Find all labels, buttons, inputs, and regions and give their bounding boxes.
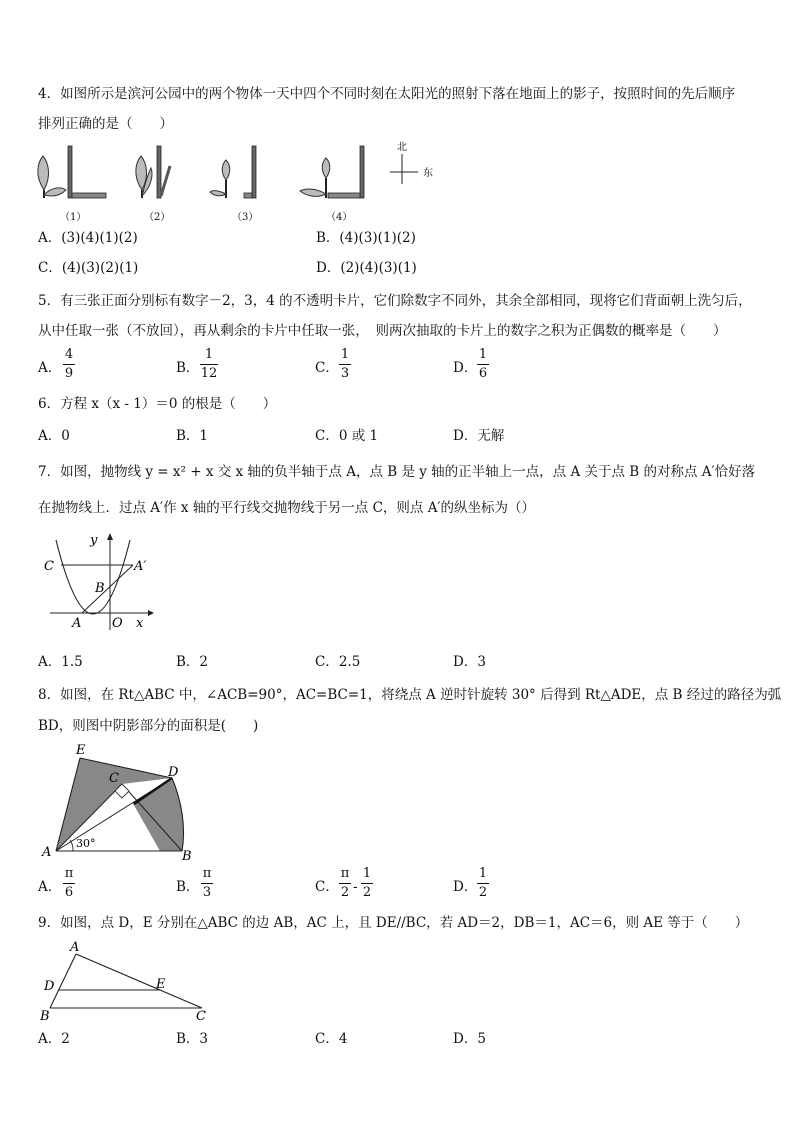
q9-label-c: C [196, 1009, 206, 1022]
q8-option-b-denominator: 3 [202, 885, 212, 900]
q8-option-c-operator: - [353, 879, 358, 895]
q7-segment-aa1 [82, 565, 133, 613]
q8-option-d-denominator: 2 [478, 885, 488, 900]
q5-option-d-fraction [477, 347, 489, 382]
q9-side-ac [76, 954, 202, 1008]
q8-label-d: D [168, 765, 179, 780]
q7-option-c[interactable]: C．2.5 [315, 654, 361, 670]
q8-option-a-denominator: 6 [64, 885, 74, 900]
q5-stem-line1: 5．有三张正面分别标有数字－2，3，4 的不透明卡片，它们除数字不同外，其余全部相同，现将它们背面朝上洗匀后， [38, 293, 752, 309]
q4-figure-3 [210, 146, 256, 198]
q4-caption-4: （4） [326, 212, 353, 223]
q5-option-c-label[interactable]: C． [315, 360, 339, 376]
q7-parabola-figure [36, 530, 156, 632]
q6-option-a[interactable]: A．0 [38, 428, 70, 444]
q5-option-a-numerator: 4 [64, 347, 74, 362]
q8-option-c-fraction-2 [361, 866, 373, 901]
q5-option-a-fraction [63, 347, 75, 382]
q5-option-b-numerator: 1 [204, 347, 214, 362]
q8-label-c: C [109, 771, 119, 786]
q4-stem-line1: 4．如图所示是滨河公园中的两个物体一天中四个不同时刻在太阳光的照射下落在地面上的影子，按照时间的先后顺序 [38, 86, 736, 102]
q8-option-d-fraction [477, 866, 489, 901]
q5-option-c-numerator: 1 [340, 347, 350, 362]
q5-option-c-fraction [339, 347, 351, 382]
q8-option-c-denominator-1: 2 [340, 885, 350, 900]
q6-stem-line1: 6．方程 x（x - 1）＝0 的根是（ ） [38, 396, 277, 412]
q8-option-a-numerator: π [64, 866, 74, 881]
q7-label-c: C [44, 559, 54, 574]
q7-y-axis-arrow [107, 533, 113, 540]
q8-label-e: E [76, 743, 86, 758]
q4-compass [390, 154, 418, 184]
q4-caption-3: （3） [232, 212, 259, 223]
q4-stem-line2: 排列正确的是（ ） [38, 116, 173, 132]
q6-option-d[interactable]: D．无解 [453, 428, 505, 444]
q9-option-b[interactable]: B．3 [176, 1031, 209, 1047]
q9-label-d: D [44, 979, 55, 994]
q7-label-y: y [90, 533, 98, 548]
q8-option-d-numerator: 1 [478, 866, 488, 881]
q8-rotation-figure [36, 740, 206, 862]
q8-stem-line1: 8．如图，在 Rt△ABC 中，∠ACB=90°，AC=BC=1，将绕点 A 逆时针旋转 30° 后得到 Rt△ADE，点 B 经过的路径为弧 [38, 687, 782, 703]
q8-option-b-numerator: π [202, 866, 212, 881]
q7-label-o: O [112, 616, 123, 631]
q9-label-a: A [70, 940, 80, 955]
q8-option-d-label[interactable]: D． [453, 879, 478, 895]
q5-option-b-denominator: 12 [200, 366, 218, 381]
q8-option-a-fraction [63, 866, 75, 901]
q4-option-a[interactable]: A．(3)(4)(1)(2) [38, 230, 138, 246]
q4-caption-2: （2） [144, 212, 171, 223]
q4-compass-east: 东 [423, 168, 433, 179]
q5-option-a-denominator: 9 [64, 366, 74, 381]
q8-option-c-fraction-1 [339, 866, 351, 901]
q4-figure-2 [136, 146, 170, 198]
q8-option-c-denominator-2: 2 [362, 885, 372, 900]
q8-stem-line2: BD，则图中阴影部分的面积是( ) [38, 718, 259, 734]
q8-option-b-label[interactable]: B． [176, 879, 200, 895]
q5-option-b-label[interactable]: B． [176, 360, 200, 376]
q5-stem-line2: 从中任取一张（不放回），再从剩余的卡片中任取一张， 则两次抽取的卡片上的数字之积为正偶数的概率是（ ） [38, 323, 727, 339]
q7-label-x: x [136, 616, 144, 631]
q7-label-a: A [72, 616, 82, 631]
q6-option-c[interactable]: C．0 或 1 [315, 428, 379, 444]
q9-option-a[interactable]: A．2 [38, 1031, 70, 1047]
q4-figure-1 [38, 146, 106, 198]
q8-option-a-label[interactable]: A． [38, 879, 62, 895]
q7-option-a[interactable]: A．1.5 [38, 654, 83, 670]
q5-option-c-denominator: 3 [340, 366, 350, 381]
q8-angle-label: 30° [76, 837, 96, 850]
q7-stem-line2: 在抛物线上．过点 A′作 x 轴的平行线交抛物线于另一点 C，则点 A′的纵坐标为（） [38, 500, 536, 516]
q7-option-b[interactable]: B．2 [176, 654, 209, 670]
q8-option-c-numerator-1: π [340, 866, 350, 881]
q8-option-c-label[interactable]: C． [315, 879, 339, 895]
q9-triangle-figure [36, 938, 216, 1022]
q4-figure-4 [300, 146, 364, 198]
q9-label-e: E [156, 977, 166, 992]
q9-label-b: B [40, 1009, 50, 1022]
q5-option-b-fraction [200, 347, 218, 382]
q9-option-c[interactable]: C．4 [315, 1031, 348, 1047]
q5-option-a-label[interactable]: A． [38, 360, 62, 376]
q4-option-c[interactable]: C．(4)(3)(2)(1) [38, 260, 139, 276]
q8-option-c-numerator-2: 1 [362, 866, 372, 881]
q9-stem-line1: 9．如图，点 D，E 分别在△ABC 的边 AB，AC 上，且 DE//BC，若 AD＝2，DB＝1，AC＝6，则 AE 等于（ ） [38, 915, 749, 931]
q7-label-b: B [95, 581, 105, 596]
q4-caption-1: （1） [60, 212, 87, 223]
q5-option-d-label[interactable]: D． [453, 360, 478, 376]
q8-label-a: A [42, 845, 52, 860]
q8-option-b-fraction [201, 866, 213, 901]
q4-compass-north: 北 [397, 142, 407, 153]
q8-label-b: B [182, 849, 192, 862]
q7-stem-line1: 7．如图，抛物线 y = x² + x 交 x 轴的负半轴于点 A，点 B 是 y 轴的正半轴上一点，点 A 关于点 B 的对称点 A′恰好落 [38, 464, 756, 480]
q7-x-axis-arrow [148, 610, 154, 616]
q4-option-b[interactable]: B．(4)(3)(1)(2) [316, 230, 416, 246]
q4-option-d[interactable]: D．(2)(4)(3)(1) [316, 260, 417, 276]
q7-option-d[interactable]: D．3 [453, 654, 486, 670]
q5-option-d-denominator: 6 [478, 366, 488, 381]
q6-option-b[interactable]: B．1 [176, 428, 209, 444]
q5-option-d-numerator: 1 [478, 347, 488, 362]
q9-option-d[interactable]: D．5 [453, 1031, 486, 1047]
q7-label-a-prime: A′ [134, 559, 147, 574]
